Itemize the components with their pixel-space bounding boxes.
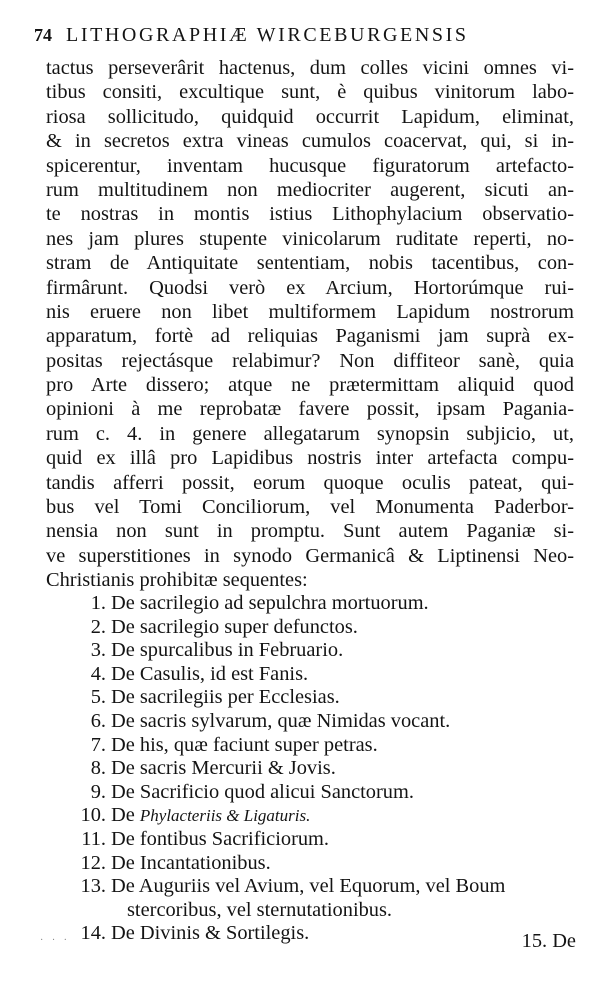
text-line: tactus perseverârit hactenus, dum colles vicini omnes vi-	[46, 57, 574, 79]
list-item-text: De Sacrificio quod alicui Sanctorum.	[111, 780, 414, 803]
list-item-number: 14.	[80, 922, 106, 945]
margin-dots: · · ·	[40, 935, 70, 946]
list-item	[80, 922, 580, 946]
text-line: spicerentur, inventam hucusque figuratorum artefacto-	[46, 154, 574, 177]
list-item-text: De spurcalibus in Februario.	[111, 639, 344, 662]
text-line: rum c. 4. in genere allegatarum synopsin subjicio, ut,	[46, 422, 574, 445]
text-line: & in secretos extra vineas cumulos coacervat, qui, si in-	[46, 130, 574, 153]
list-item-number: 10.	[80, 804, 106, 827]
text-line: riosa sollicitudo, quidquid occurrit Lapidum, eliminat,	[46, 105, 574, 128]
list-item-text: De fontibus Sacrificiorum.	[111, 827, 330, 850]
list-item-number: 4.	[90, 662, 106, 685]
text-line: nensia non sunt in promptu. Sunt autem Paganiæ si-	[46, 520, 574, 543]
text-line: opinioni à me reprobatæ favere possit, ipsam Pagania-	[46, 398, 574, 421]
text-line: nes jam plures stupente vinicolarum ruditate reperti, no-	[46, 227, 574, 250]
list-item-number: 9.	[90, 780, 106, 803]
list-item-text: De	[111, 804, 135, 827]
list-item-text: De sacris sylvarum, quæ Nimidas vocant.	[111, 709, 451, 732]
list-item	[80, 616, 580, 640]
text-line: apparatum, fortè ad reliquias Paganismi jam suprà ex-	[46, 325, 574, 348]
body-paragraph	[46, 56, 574, 593]
list-item-number: 6.	[90, 709, 106, 732]
list-item-text: De sacrilegio super defunctos.	[111, 615, 358, 638]
list-item-text: De Incantationibus.	[111, 851, 271, 874]
text-line: firmârunt. Quodsi verò ex Arcium, Hortorúmque rui-	[46, 276, 574, 299]
list-item-number: 1.	[90, 592, 106, 614]
list-item-continuation	[80, 899, 580, 923]
running-title: LITHOGRAPHIÆ WIRCEBURGENSIS	[66, 24, 469, 46]
text-line: tibus consiti, excultique sunt, è quibus vinitorum labo-	[46, 81, 574, 104]
list-item	[80, 734, 580, 758]
running-head	[34, 20, 594, 50]
list-item	[80, 710, 580, 734]
list-item-number: 12.	[80, 851, 106, 874]
list-item	[80, 828, 580, 852]
list-item	[80, 852, 580, 876]
superstition-list	[80, 592, 580, 946]
list-item-number: 5.	[90, 686, 106, 709]
list-item	[80, 639, 580, 663]
list-item	[80, 781, 580, 805]
text-line: nis eruere non libet multiformem Lapidum nostrorum	[46, 300, 574, 323]
list-item-number: 2.	[90, 615, 106, 638]
text-line: tandis afferri possit, eorum quoque oculis pateat, qui-	[46, 471, 574, 494]
list-item-continuation-text: stercoribus, vel sternutationibus.	[127, 898, 393, 921]
text-line: rum multitudinem non mediocriter augerent, sicuti an-	[46, 178, 574, 201]
list-item-number: 11.	[81, 827, 106, 850]
text-line: quid ex illâ pro Lapidibus nostris inter artefacta compu-	[46, 447, 574, 470]
text-line: positas rejectásque relabimur? Non diffiteor sanè, quia	[46, 349, 574, 372]
list-item-text: De sacris Mercurii & Jovis.	[111, 757, 336, 780]
list-item	[80, 875, 580, 899]
text-line: te nostras in montis istius Lithophylacium observatio-	[46, 203, 574, 226]
list-item	[80, 686, 580, 710]
text-line: Christianis prohibitæ sequentes:	[46, 569, 308, 592]
text-line: stram de Antiquitate sententiam, nobis tacentibus, con-	[46, 252, 574, 275]
list-item-text: De his, quæ faciunt super petras.	[111, 733, 378, 756]
list-item	[80, 592, 580, 616]
list-item-text: De sacrilegiis per Ecclesias.	[111, 686, 340, 709]
text-line: ve superstitiones in synodo Germanicâ & Liptinensi Neo-	[46, 544, 574, 567]
list-item	[80, 757, 580, 781]
list-item-number: 8.	[90, 757, 106, 780]
text-line: pro Arte dissero; atque ne prætermittam aliquid quod	[46, 374, 574, 397]
list-item-italic-text: Phylacteriis & Ligaturis.	[139, 806, 311, 826]
list-item	[80, 804, 580, 828]
list-item-number: 13.	[80, 875, 106, 898]
catchword: 15. De	[521, 930, 576, 952]
list-item-number: 3.	[90, 639, 106, 662]
list-item-text: De Auguriis vel Avium, vel Equorum, vel Boum	[111, 875, 506, 898]
list-item-number: 7.	[90, 733, 106, 756]
list-item-text: De Casulis, id est Fanis.	[111, 662, 309, 685]
list-item-text: De Divinis & Sortilegis.	[111, 922, 310, 945]
page-number: 74	[34, 25, 52, 45]
text-line: bus vel Tomi Conciliorum, vel Monumenta Paderbor-	[46, 496, 574, 519]
list-item	[80, 663, 580, 687]
list-item-text: De sacrilegio ad sepulchra mortuorum.	[111, 592, 429, 614]
